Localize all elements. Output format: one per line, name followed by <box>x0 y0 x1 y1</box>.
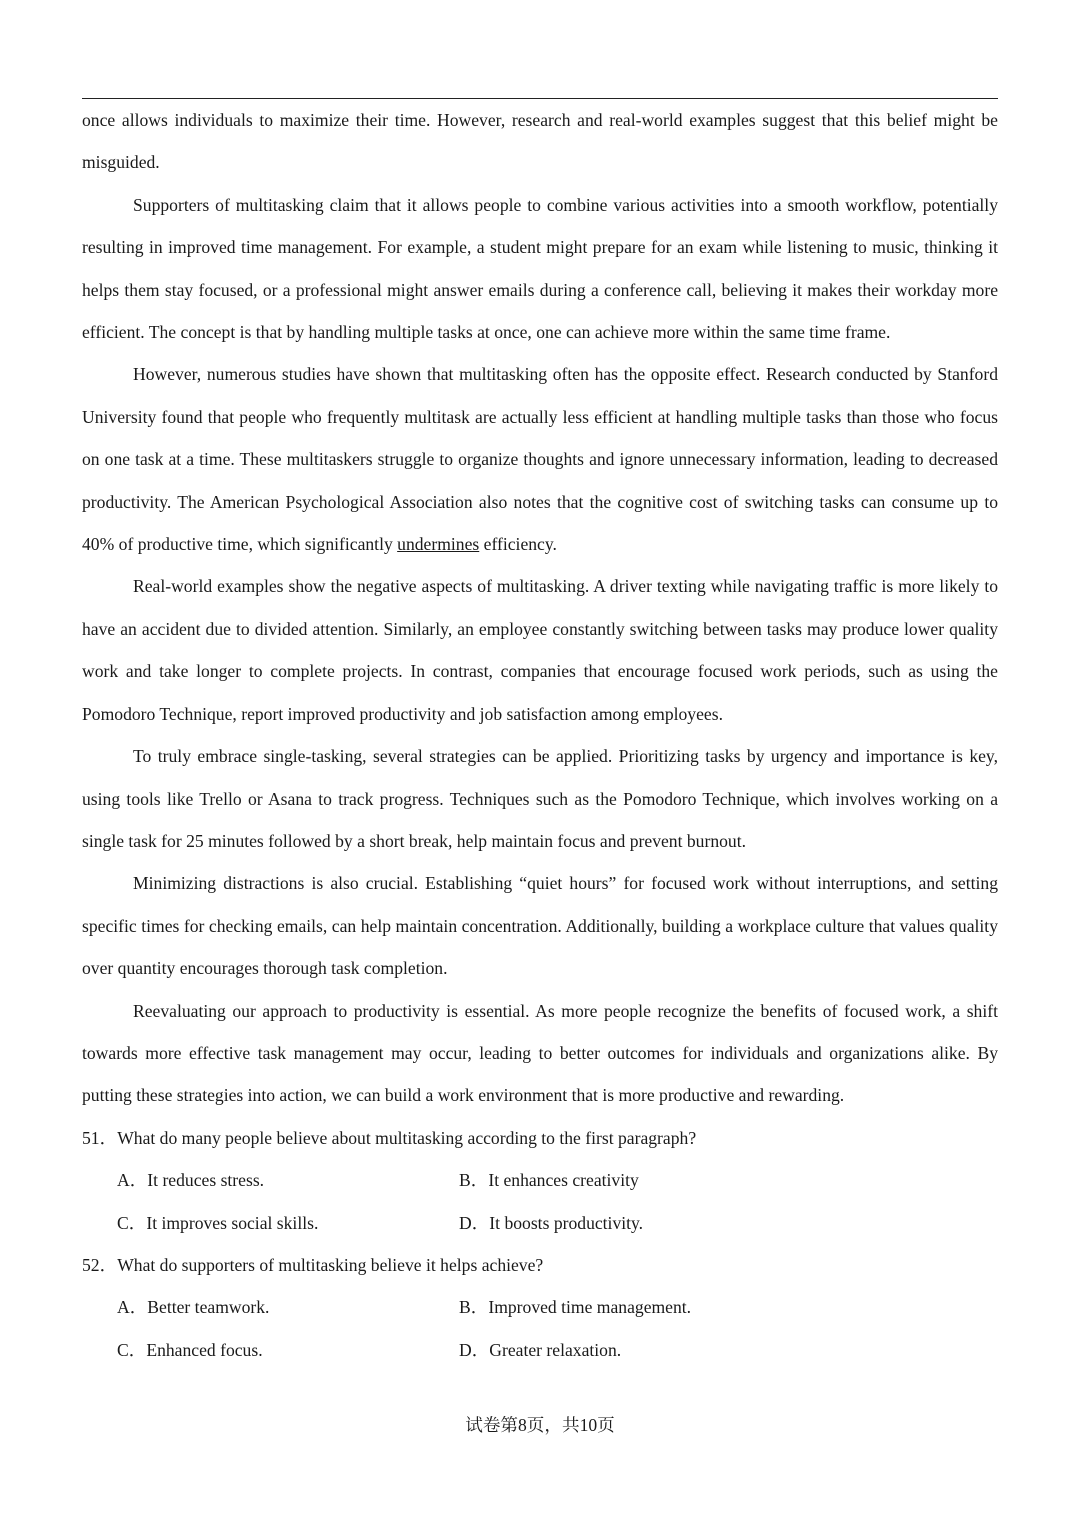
question-52-option-d[interactable]: D．Greater relaxation. <box>459 1339 622 1360</box>
question-52-stem: 52．What do supporters of multitasking believe it helps achieve? <box>82 1254 544 1275</box>
passage-paragraph-3: Real-world examples show the negative aspects of multitasking. A driver texting while navigating traffic is more likely to have an accident due to divided attention. Similarly, an employee constantly switching between tasks may produce lower quality work and take longer to complete projects. In contrast, companies that encourage focused work periods, such as using the Pomodoro Technique, report improved productivity and job satisfaction among employees. <box>82 576 998 724</box>
question-52-option-a[interactable]: A．Better teamwork. <box>117 1297 270 1318</box>
passage-paragraph-4: To truly embrace single-tasking, several strategies can be applied. Prioritizing tasks by urgency and importance is key, using tools like Trello or Asana to track progress. Techniques such as the Pomodoro Technique, which involves working on a single task for 25 minutes followed by a short break, help maintain focus and prevent burnout. <box>82 746 998 851</box>
exam-content <box>82 99 998 1371</box>
passage-paragraph-1: Supporters of multitasking claim that it allows people to combine various activities into a smooth workflow, potentially resulting in improved time management. For example, a student might prepare for an exam while listening to music, thinking it helps them stay focused, or a professional might answer emails during a conference call, believing it makes their workday more efficient. The concept is that by handling multiple tasks at once, one can achieve more within the same time frame. <box>82 194 998 343</box>
question-51-option-b[interactable]: B．It enhances creativity <box>459 1170 639 1191</box>
passage-paragraph-2-text-b: efficiency. <box>479 534 557 555</box>
passage-paragraph-6: Reevaluating our approach to productivity is essential. As more people recognize the benefits of focused work, a shift towards more effective task management may occur, leading to better outcomes for individuals and organizations alike. By putting these strategies into action, we can build a work environment that is more productive and rewarding. <box>82 1000 998 1106</box>
passage-paragraph-2-text-a: However, numerous studies have shown that multitasking often has the opposite effect. Research conducted by Stanford University found that people who frequently multitask are actually less efficient at handling multiple tasks than those who focus on one task at a time. These multitaskers struggle to organize thoughts and ignore unnecessary information, leading to decreased productivity. The American Psychological Association also notes that the cognitive cost of switching tasks can consume up to 40% of productive time, which significantly <box>82 364 998 555</box>
question-52-option-c[interactable]: C．Enhanced focus. <box>117 1339 263 1360</box>
passage-paragraph-0: once allows individuals to maximize their time. However, research and real-world examples suggest that this belief might be misguided. <box>82 110 998 173</box>
passage-paragraph-5: Minimizing distractions is also crucial. Establishing “quiet hours” for focused work without interruptions, and setting specific times for checking emails, can help maintain concentration. Additionally, building a workplace culture that values quality over quantity encourages thorough task completion. <box>82 873 998 979</box>
question-52-options <box>82 1286 998 1371</box>
question-52-option-b[interactable]: B．Improved time management. <box>459 1297 692 1318</box>
question-51-stem: 51．What do many people believe about multitasking according to the first paragraph? <box>82 1127 697 1148</box>
question-51-option-d[interactable]: D．It boosts productivity. <box>459 1212 644 1233</box>
question-51-options <box>82 1159 998 1244</box>
question-51-option-c[interactable]: C．It improves social skills. <box>117 1212 319 1233</box>
page-footer: 试卷第8页，共10页 <box>465 1415 615 1435</box>
passage-paragraph-2 <box>82 353 998 565</box>
question-51-option-a[interactable]: A．It reduces stress. <box>117 1170 265 1191</box>
underlined-word: undermines <box>397 534 480 555</box>
